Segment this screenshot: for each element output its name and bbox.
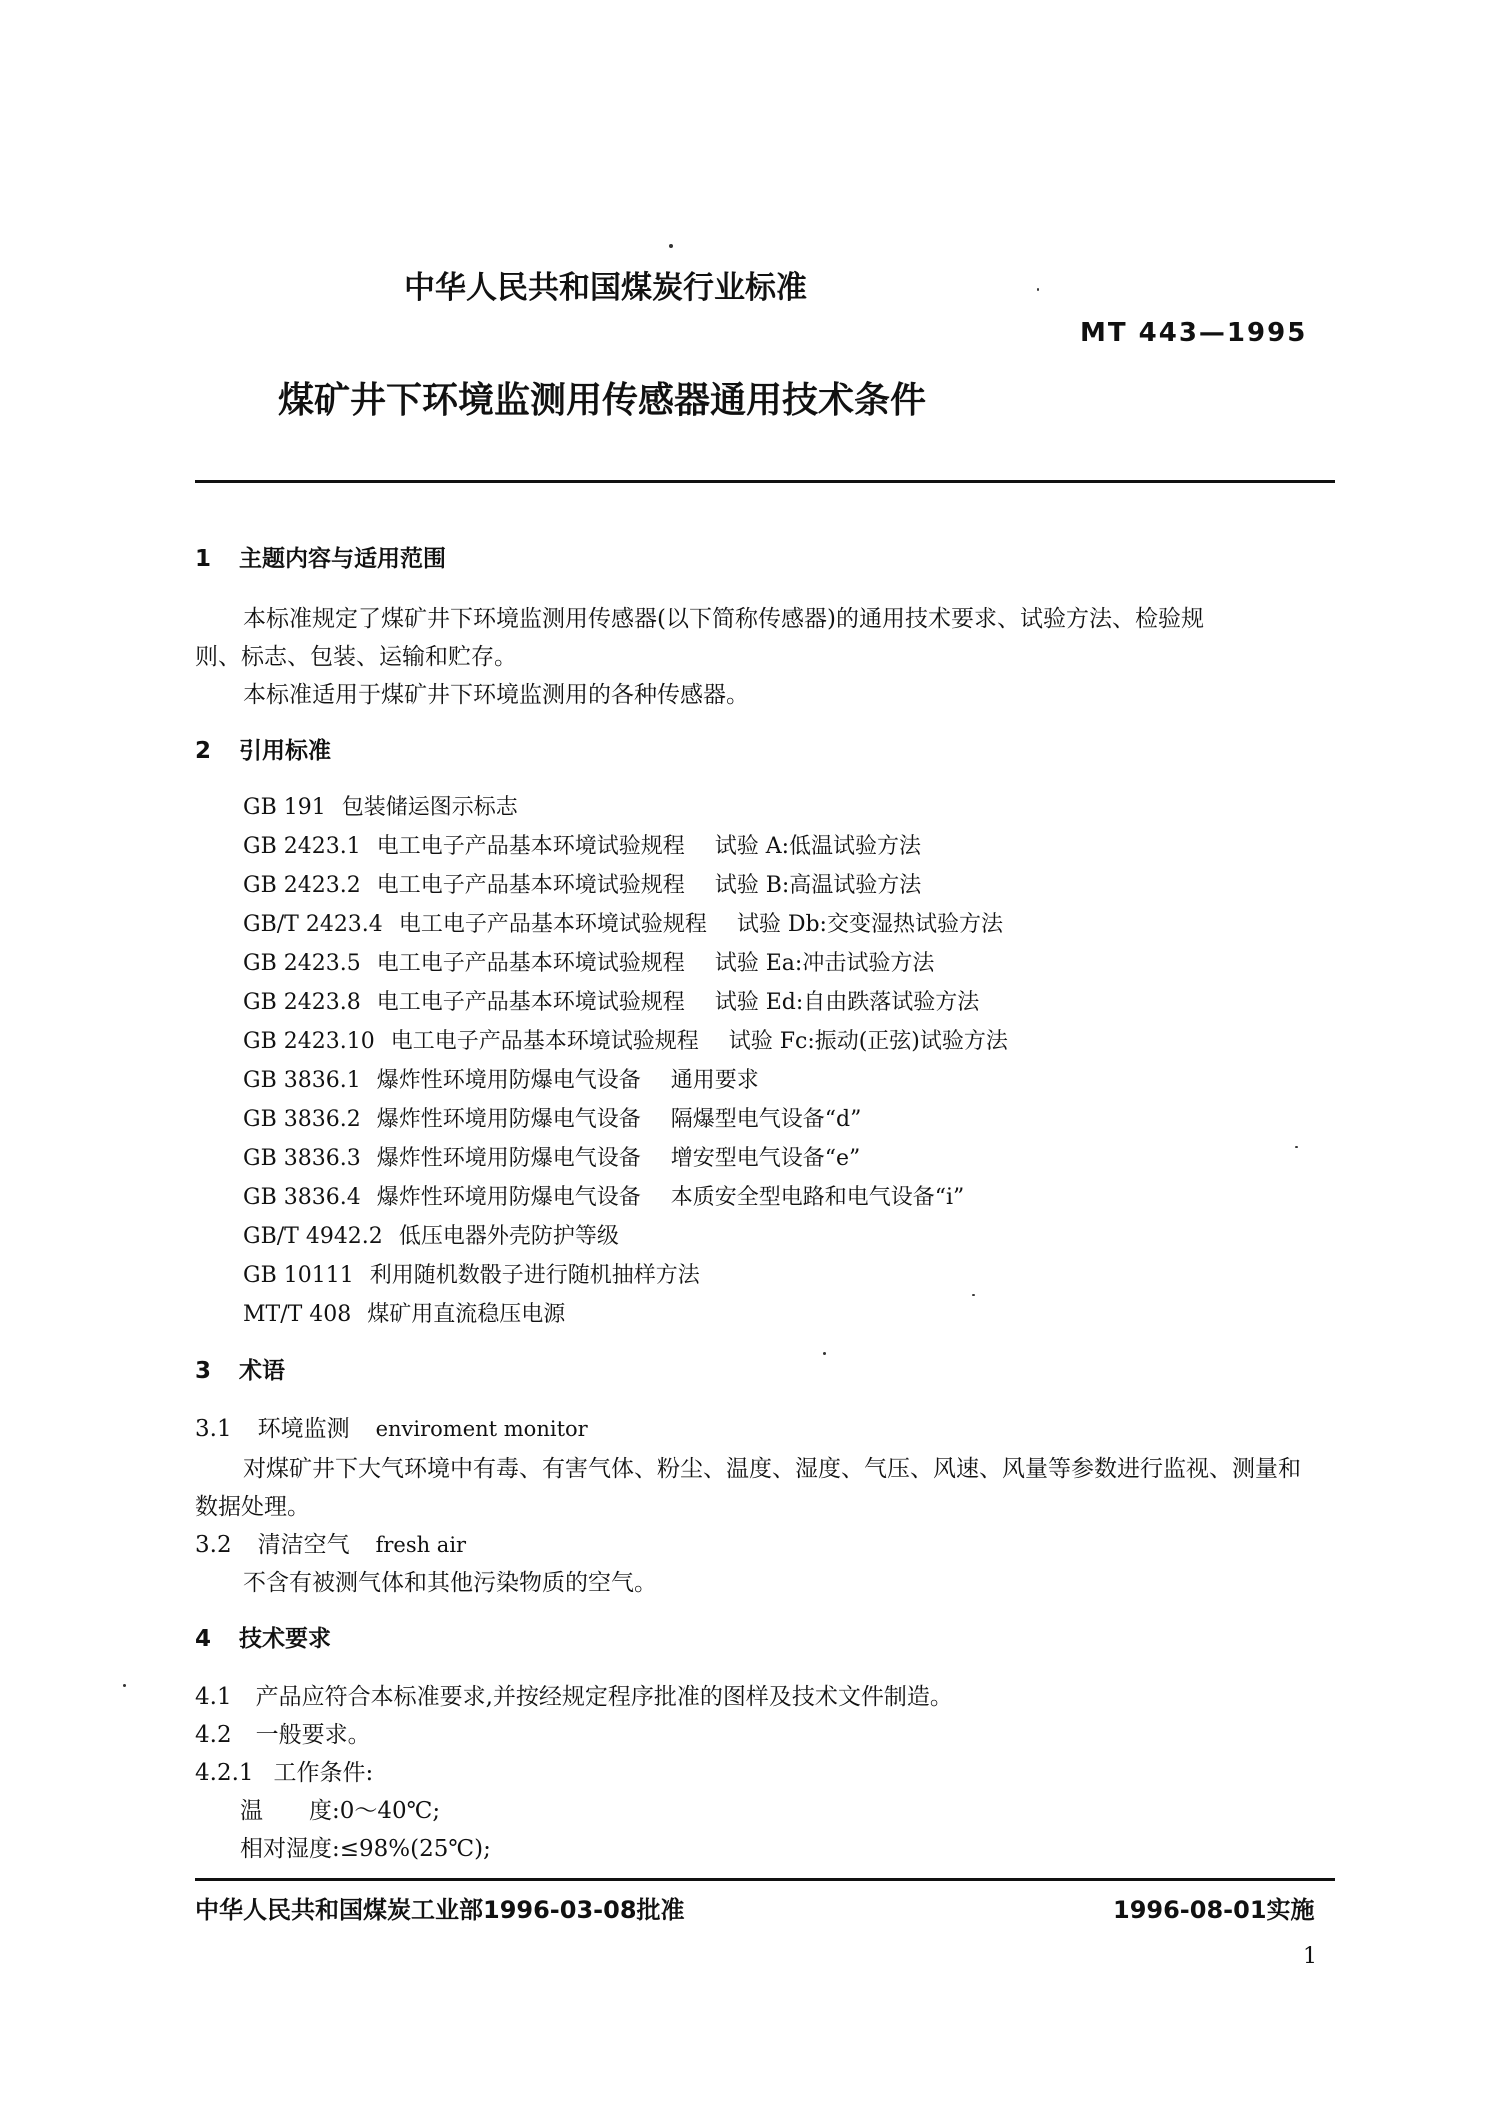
reference-title: 爆炸性环境用防爆电气设备 xyxy=(376,1185,641,1210)
term-3-2-english: fresh air xyxy=(375,1533,467,1557)
reference-code: GB/T 4942.2 xyxy=(243,1224,383,1249)
reference-title: 电工电子产品基本环境试验规程 xyxy=(376,990,685,1015)
clause-4-2 xyxy=(195,1716,371,1749)
reference-item xyxy=(243,1024,1008,1055)
reference-title: 包装储运图示标志 xyxy=(341,795,518,820)
clause-4-2-1-text: 工作条件: xyxy=(273,1760,374,1786)
reference-title: 利用随机数骰子进行随机抽样方法 xyxy=(369,1263,700,1288)
term-3-1-line xyxy=(195,1410,588,1443)
reference-code: GB 3836.1 xyxy=(243,1068,361,1093)
term-3-1-number: 3.1 xyxy=(195,1416,232,1442)
reference-subtitle: 隔爆型电气设备“d” xyxy=(670,1107,862,1132)
reference-item xyxy=(243,790,548,821)
reference-title: 电工电子产品基本环境试验规程 xyxy=(376,834,685,859)
scan-speck xyxy=(823,1352,826,1355)
footer-rule xyxy=(195,1878,1335,1881)
reference-title: 电工电子产品基本环境试验规程 xyxy=(376,873,685,898)
reference-subtitle: 试验 Db:交变湿热试验方法 xyxy=(736,912,1003,937)
clause-4-1-text: 产品应符合本标准要求,并按经规定程序批准的图样及技术文件制造。 xyxy=(255,1684,953,1710)
temperature-value: 0～40℃; xyxy=(339,1798,441,1824)
header-rule xyxy=(195,480,1335,483)
reference-title: 低压电器外壳防护等级 xyxy=(398,1224,619,1249)
section-1-heading xyxy=(195,540,446,573)
reference-item xyxy=(243,946,934,977)
clause-4-2-1 xyxy=(195,1754,373,1787)
reference-subtitle: 通用要求 xyxy=(670,1068,759,1093)
reference-code: GB 191 xyxy=(243,795,326,820)
section-1-paragraph-1-line-2: 则、标志、包装、运输和贮存。 xyxy=(195,644,517,670)
scan-speck xyxy=(669,244,673,248)
reference-code: GB/T 2423.4 xyxy=(243,912,383,937)
reference-subtitle: 试验 B:高温试验方法 xyxy=(714,873,922,898)
reference-code: GB 2423.10 xyxy=(243,1029,375,1054)
humidity-condition xyxy=(240,1830,491,1863)
clause-4-2-text: 一般要求。 xyxy=(255,1722,371,1748)
reference-item xyxy=(243,907,1003,938)
section-1-paragraph-1-line-1: 本标准规定了煤矿井下环境监测用传感器(以下简称传感器)的通用技术要求、试验方法、检验规 xyxy=(243,606,1204,632)
section-3-title: 术语 xyxy=(239,1358,286,1384)
section-2-heading xyxy=(195,732,331,765)
reference-title: 爆炸性环境用防爆电气设备 xyxy=(376,1107,641,1132)
temperature-condition xyxy=(240,1792,440,1825)
scan-speck xyxy=(123,1684,126,1687)
clause-4-1-number: 4.1 xyxy=(195,1684,232,1710)
scan-speck xyxy=(1037,288,1039,291)
section-3-number: 3 xyxy=(195,1358,212,1384)
clause-4-2-1-number: 4.2.1 xyxy=(195,1760,254,1786)
reference-item xyxy=(243,1141,860,1172)
humidity-label: 相对湿度: xyxy=(240,1836,340,1862)
section-4-title: 技术要求 xyxy=(239,1626,332,1652)
term-3-2-number: 3.2 xyxy=(195,1532,232,1558)
clause-4-1 xyxy=(195,1678,953,1711)
reference-item xyxy=(243,1180,964,1211)
reference-subtitle: 试验 Ea:冲击试验方法 xyxy=(714,951,935,976)
term-3-1-definition-line-1: 对煤矿井下大气环境中有毒、有害气体、粉尘、温度、湿度、气压、风速、风量等参数进行监视、测量和 xyxy=(243,1456,1301,1482)
reference-item xyxy=(243,1258,730,1289)
reference-title: 爆炸性环境用防爆电气设备 xyxy=(376,1068,641,1093)
section-4-heading xyxy=(195,1620,331,1653)
reference-item xyxy=(243,1219,649,1250)
reference-title: 电工电子产品基本环境试验规程 xyxy=(398,912,707,937)
reference-subtitle: 试验 Fc:振动(正弦)试验方法 xyxy=(728,1029,1008,1054)
reference-code: MT/T 408 xyxy=(243,1302,352,1327)
scan-speck xyxy=(972,1294,975,1296)
reference-code: GB 10111 xyxy=(243,1263,354,1288)
clause-4-2-number: 4.2 xyxy=(195,1722,232,1748)
standard-number: MT 443—1995 xyxy=(1080,318,1308,348)
reference-title: 煤矿用直流稳压电源 xyxy=(367,1302,566,1327)
reference-item xyxy=(243,829,921,860)
reference-title: 电工电子产品基本环境试验规程 xyxy=(376,951,685,976)
section-4-number: 4 xyxy=(195,1626,212,1652)
reference-subtitle: 试验 A:低温试验方法 xyxy=(714,834,922,859)
effective-date: 1996-08-01实施 xyxy=(1113,1896,1315,1924)
reference-item xyxy=(243,1297,595,1328)
temperature-label: 温 度: xyxy=(240,1798,340,1824)
term-3-2-definition: 不含有被测气体和其他污染物质的空气。 xyxy=(243,1570,657,1596)
term-3-1-definition-line-2: 数据处理。 xyxy=(195,1494,310,1520)
reference-code: GB 3836.2 xyxy=(243,1107,361,1132)
reference-title: 爆炸性环境用防爆电气设备 xyxy=(376,1146,641,1171)
term-3-1-name: 环境监测 xyxy=(257,1416,350,1442)
section-3-heading xyxy=(195,1352,285,1385)
section-1-number: 1 xyxy=(195,546,212,572)
org-title: 中华人民共和国煤炭行业标准 xyxy=(404,270,807,306)
reference-code: GB 2423.8 xyxy=(243,990,361,1015)
document-title: 煤矿井下环境监测用传感器通用技术条件 xyxy=(278,380,927,421)
reference-subtitle: 试验 Ed:自由跌落试验方法 xyxy=(714,990,980,1015)
reference-subtitle: 增安型电气设备“e” xyxy=(670,1146,861,1171)
section-2-title: 引用标准 xyxy=(239,738,332,764)
reference-code: GB 2423.1 xyxy=(243,834,361,859)
reference-subtitle: 本质安全型电路和电气设备“i” xyxy=(670,1185,965,1210)
term-3-2-line xyxy=(195,1526,466,1559)
reference-code: GB 3836.3 xyxy=(243,1146,361,1171)
section-2-number: 2 xyxy=(195,738,212,764)
reference-item xyxy=(243,1102,861,1133)
term-3-2-name: 清洁空气 xyxy=(257,1532,350,1558)
reference-code: GB 2423.5 xyxy=(243,951,361,976)
reference-item xyxy=(243,985,979,1016)
reference-item xyxy=(243,1063,759,1094)
section-1-title: 主题内容与适用范围 xyxy=(239,546,447,572)
scan-speck xyxy=(1295,1146,1298,1148)
reference-title: 电工电子产品基本环境试验规程 xyxy=(390,1029,699,1054)
reference-item xyxy=(243,868,921,899)
term-3-1-english: enviroment monitor xyxy=(375,1417,588,1441)
humidity-value: ≤98%(25℃); xyxy=(339,1836,491,1862)
reference-code: GB 3836.4 xyxy=(243,1185,361,1210)
approval-line: 中华人民共和国煤炭工业部1996-03-08批准 xyxy=(195,1896,685,1924)
page-number: 1 xyxy=(1303,1944,1317,1969)
reference-code: GB 2423.2 xyxy=(243,873,361,898)
section-1-paragraph-2: 本标准适用于煤矿井下环境监测用的各种传感器。 xyxy=(243,682,749,708)
